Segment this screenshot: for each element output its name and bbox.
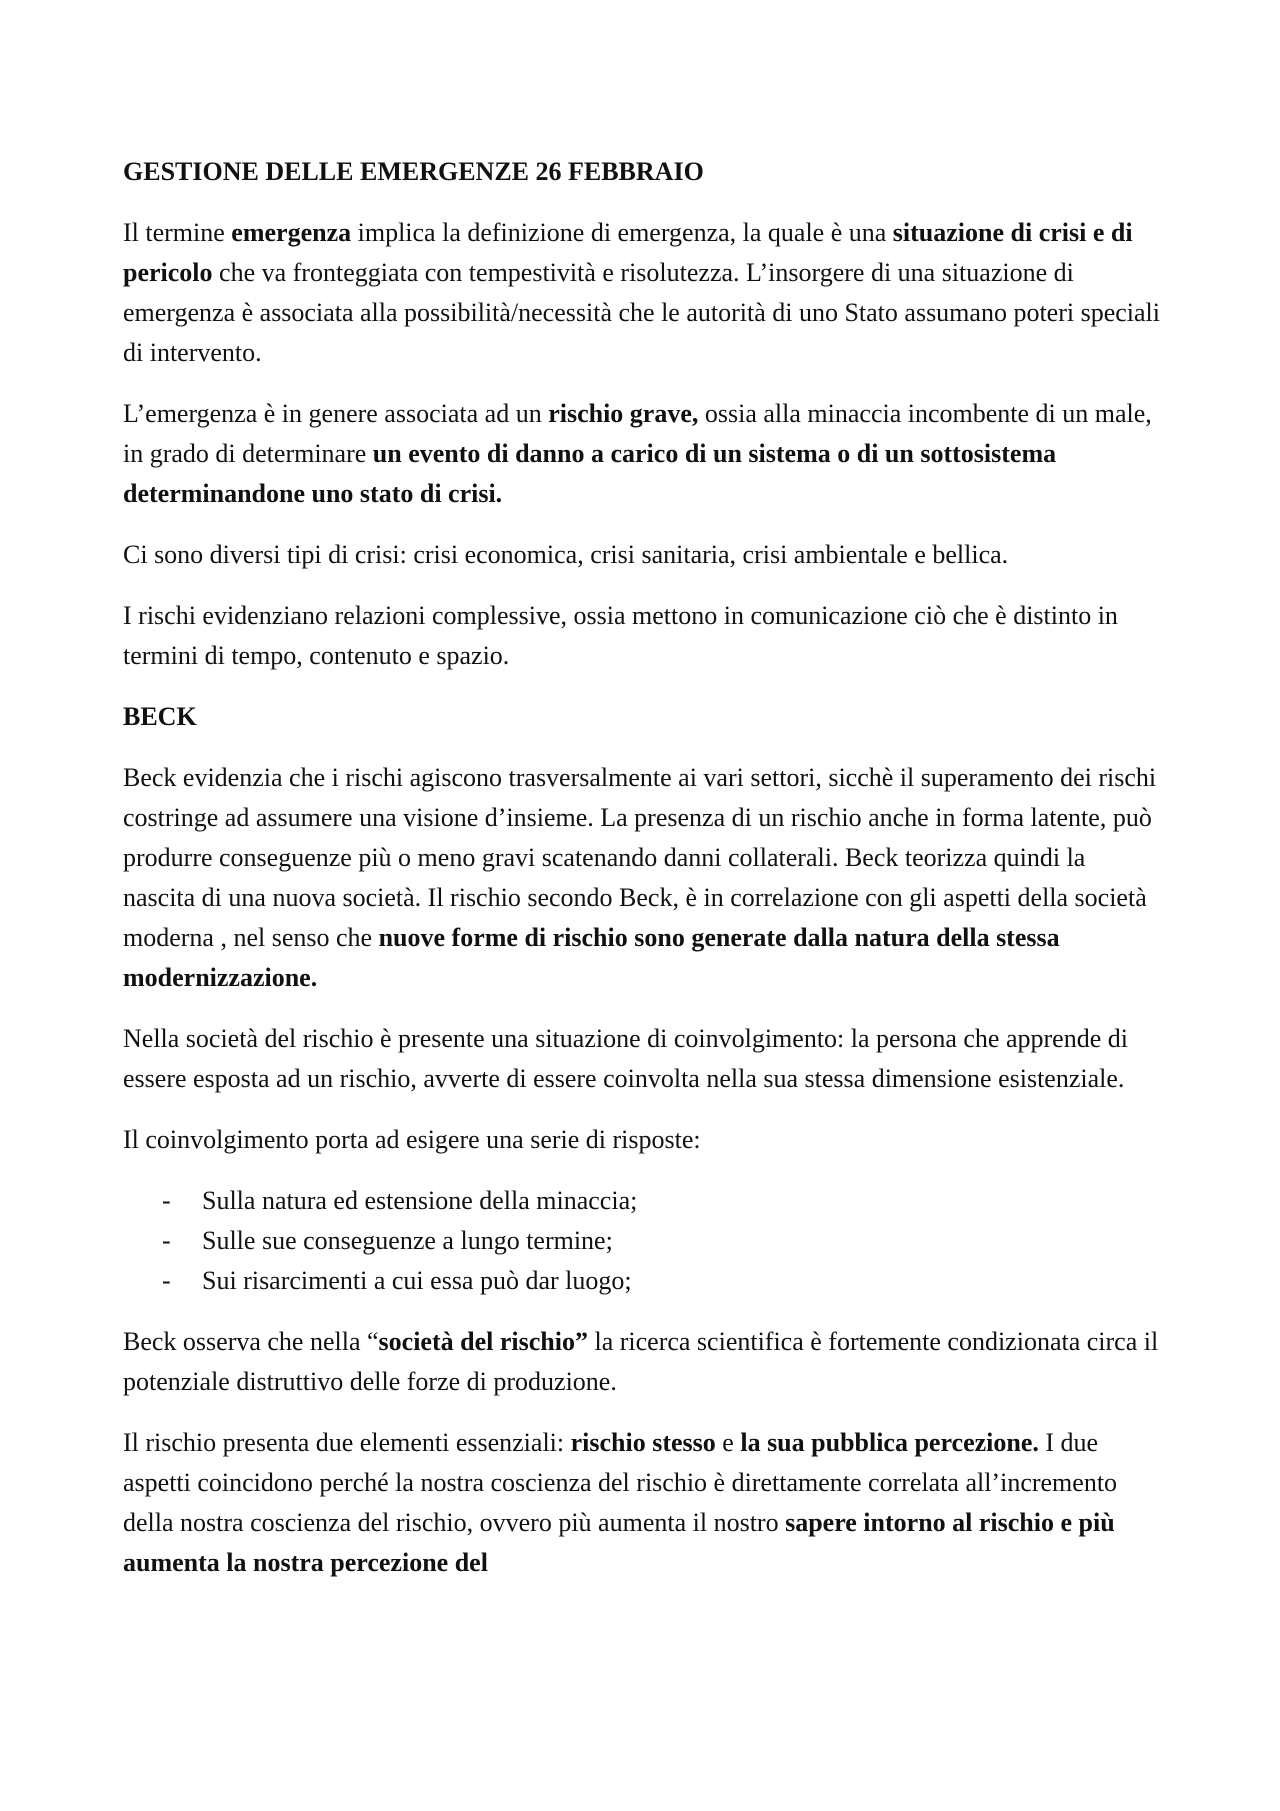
bold-run: un evento di danno a carico di un sistema o di un sottosistema determinandone uno stato di crisi. bbox=[123, 439, 1057, 508]
text-run: Beck evidenzia che i rischi agiscono trasversalmente ai vari settori, sicchè il superamento dei rischi costringe ad assumere una visione d’insieme. La presenza di un rischio anche in forma latente, può produrre conseguenze più o meno gravi scatenando danni collaterali. Beck teorizza quindi la nascita di una nuova società. Il rischio secondo Beck, è in correlazione con gli aspetti della società moderna , nel senso che bbox=[123, 763, 1157, 952]
paragraph-beck-rischi bbox=[123, 758, 1163, 998]
list-item bbox=[123, 1181, 1163, 1221]
list-item bbox=[123, 1221, 1163, 1261]
paragraph-rischio-grave bbox=[123, 394, 1163, 514]
list-item-text: Sulle sue conseguenze a lungo termine; bbox=[202, 1226, 613, 1255]
section-heading-beck: BECK bbox=[123, 702, 197, 731]
bold-run: nuove forme di rischio sono generate dalla natura della stessa modernizzazione. bbox=[123, 923, 1060, 992]
paragraph-societa-del-rischio bbox=[123, 1322, 1163, 1402]
list-item-text: Sulla natura ed estensione della minaccia; bbox=[202, 1186, 638, 1215]
list-item-text: Sui risarcimenti a cui essa può dar luogo; bbox=[202, 1266, 632, 1295]
risposte-list bbox=[123, 1181, 1163, 1301]
bold-run: situazione di crisi e di pericolo bbox=[123, 218, 1133, 287]
bold-run: rischio stesso bbox=[570, 1428, 716, 1457]
paragraph-elementi-essenziali bbox=[123, 1423, 1163, 1583]
bold-run: sapere intorno al rischio e più aumenta la nostra percezione del bbox=[123, 1508, 1115, 1577]
text-run: la ricerca scientifica è fortemente condizionata circa il potenziale distruttivo delle forze di produzione. bbox=[123, 1327, 1159, 1396]
text-run: L’emergenza è in genere associata ad un bbox=[123, 399, 549, 428]
text-run: Beck osserva che nella “ bbox=[123, 1327, 379, 1356]
dash-bullet: - bbox=[162, 1186, 171, 1215]
paragraph-tipi-di-crisi: Ci sono diversi tipi di crisi: crisi economica, crisi sanitaria, crisi ambientale e bellica. bbox=[123, 540, 1009, 569]
text-run: ossia alla minaccia incombente di un male, in grado di determinare bbox=[123, 399, 1152, 468]
text-run: I due aspetti coincidono perché la nostra coscienza del rischio è direttamente correlata all’incremento della nostra coscienza del rischio, ovvero più aumenta il nostro bbox=[123, 1428, 1118, 1537]
bold-run: società del rischio” bbox=[378, 1327, 588, 1356]
dash-bullet: - bbox=[162, 1266, 171, 1295]
bold-run: emergenza bbox=[231, 218, 352, 247]
bold-run: rischio grave, bbox=[548, 399, 699, 428]
bold-run: la sua pubblica percezione. bbox=[740, 1428, 1039, 1457]
paragraph-coinvolgimento: Nella società del rischio è presente una situazione di coinvolgimento: la persona che apprende di essere esposta ad un rischio, avverte di essere coinvolta nella sua stessa dimensione esistenziale. bbox=[123, 1024, 1128, 1093]
list-item bbox=[123, 1261, 1163, 1301]
text-run: Il termine bbox=[123, 218, 232, 247]
text-run: implica la definizione di emergenza, la quale è una bbox=[351, 218, 893, 247]
paragraph-relazioni-complessive: I rischi evidenziano relazioni complessive, ossia mettono in comunicazione ciò che è distinto in termini di tempo, contenuto e spazio. bbox=[123, 601, 1118, 670]
dash-bullet: - bbox=[162, 1226, 171, 1255]
text-run: e bbox=[715, 1428, 741, 1457]
document-title: GESTIONE DELLE EMERGENZE 26 FEBBRAIO bbox=[123, 157, 704, 186]
document-body bbox=[123, 152, 1163, 1604]
text-run: che va fronteggiata con tempestività e risolutezza. L’insorgere di una situazione di emergenza è associata alla possibilità/necessità che le autorità di uno Stato assumano poteri speciali di intervento. bbox=[123, 258, 1161, 367]
paragraph-risposte-intro: Il coinvolgimento porta ad esigere una serie di risposte: bbox=[123, 1125, 701, 1154]
text-run: Il rischio presenta due elementi essenziali: bbox=[123, 1428, 571, 1457]
paragraph-emergenza-definition bbox=[123, 213, 1163, 373]
